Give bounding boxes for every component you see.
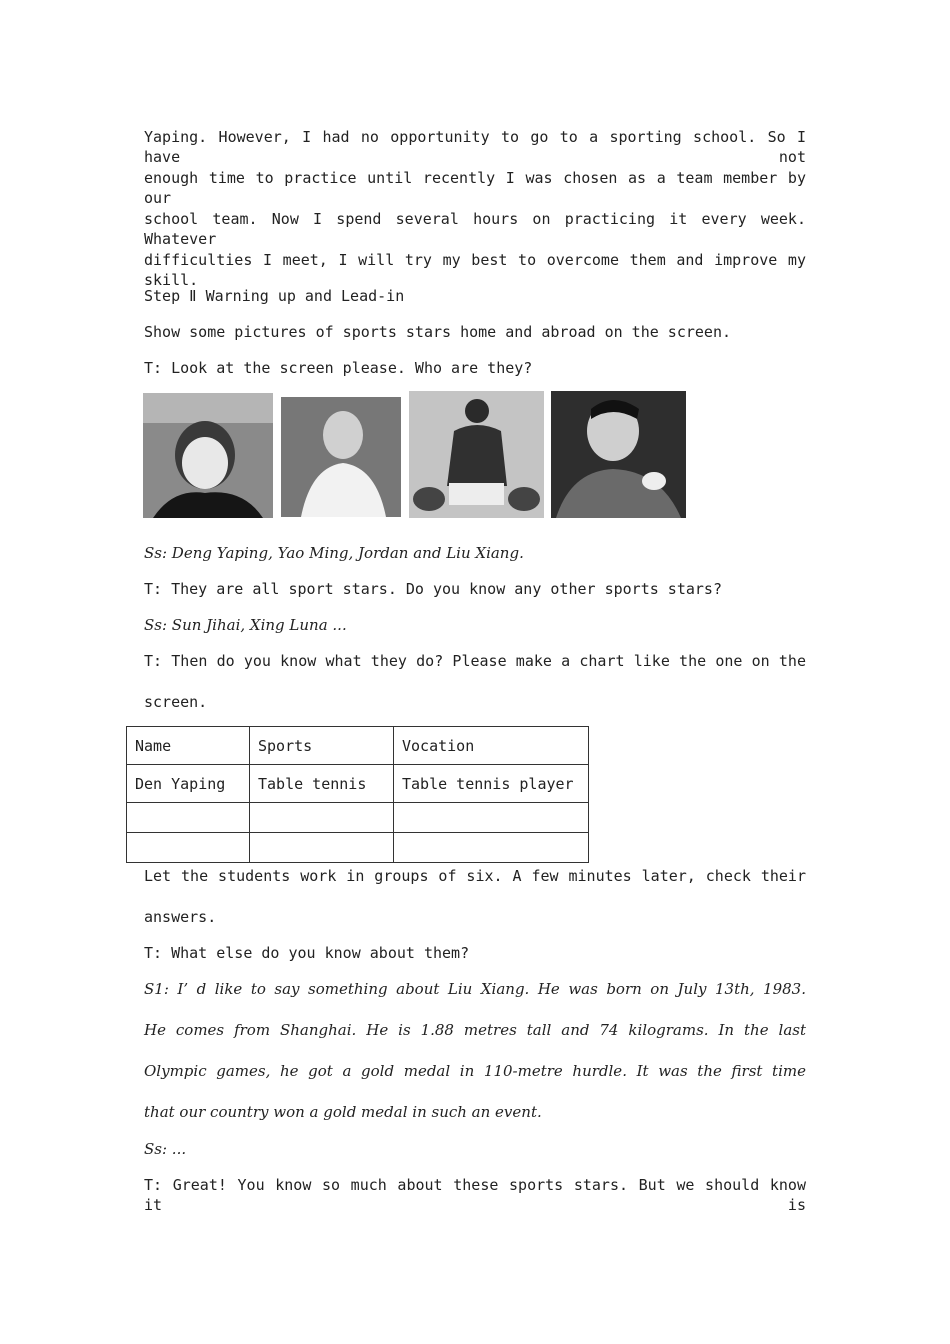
header-sports: Sports: [250, 727, 394, 765]
text-line: enough time to practice until recently I was chosen as a team member by our: [144, 169, 806, 207]
table-row: [127, 765, 589, 803]
cell-vocation: Table tennis player: [394, 765, 589, 803]
table-header-row: [127, 727, 589, 765]
teacher-line: T: What else do you know about them?: [144, 944, 470, 962]
text-line: answers.: [144, 908, 217, 926]
table-row-empty: [127, 803, 589, 833]
photo-jordan: [409, 391, 544, 518]
cell-name: Den Yaping: [127, 765, 250, 803]
sports-stars-photos: [143, 390, 688, 518]
table-row-empty: [127, 833, 589, 863]
student-line: Olympic games, he got a gold medal in 110-metre hurdle. It was the first time: [144, 1062, 806, 1080]
sports-stars-chart: [126, 726, 589, 863]
cell-sports: Table tennis: [250, 765, 394, 803]
photo-yao-ming: [281, 397, 401, 517]
teacher-line: T: Look at the screen please. Who are they?: [144, 359, 533, 377]
teacher-line: T: Then do you know what they do? Please make a chart like the one on the: [144, 652, 806, 670]
text-line: school team. Now I spend several hours on practicing it every week. Whatever: [144, 210, 806, 248]
student-line: S1: I’ d like to say something about Liu Xiang. He was born on July 13th, 1983.: [144, 980, 806, 998]
photo-deng-yaping: [143, 393, 273, 518]
text-line: Show some pictures of sports stars home and abroad on the screen.: [144, 323, 731, 341]
empty-cell: [250, 803, 394, 833]
empty-cell: [394, 833, 589, 863]
header-name: Name: [127, 727, 250, 765]
empty-cell: [127, 833, 250, 863]
teacher-line: T: They are all sport stars. Do you know any other sports stars?: [144, 580, 722, 598]
teacher-line: T: Great! You know so much about these sports stars. But we should know it is: [144, 1176, 806, 1214]
step-heading: Step Ⅱ Warning up and Lead-in: [144, 287, 405, 305]
text-line: screen.: [144, 693, 208, 711]
empty-cell: [127, 803, 250, 833]
text-line: Let the students work in groups of six. A few minutes later, check their: [144, 867, 806, 885]
empty-cell: [250, 833, 394, 863]
student-line: that our country won a gold medal in such an event.: [144, 1103, 542, 1121]
students-line: Ss: Deng Yaping, Yao Ming, Jordan and Liu Xiang.: [144, 544, 524, 562]
empty-cell: [394, 803, 589, 833]
header-vocation: Vocation: [394, 727, 589, 765]
text-line: Yaping. However, I had no opportunity to go to a sporting school. So I have not: [144, 128, 806, 166]
student-line: He comes from Shanghai. He is 1.88 metres tall and 74 kilograms. In the last: [144, 1021, 806, 1039]
text-line: difficulties I meet, I will try my best to overcome them and improve my skill.: [144, 251, 806, 289]
photo-liu-xiang: [551, 391, 686, 518]
students-line: Ss: ...: [144, 1140, 187, 1158]
students-line: Ss: Sun Jihai, Xing Luna ...: [144, 616, 347, 634]
